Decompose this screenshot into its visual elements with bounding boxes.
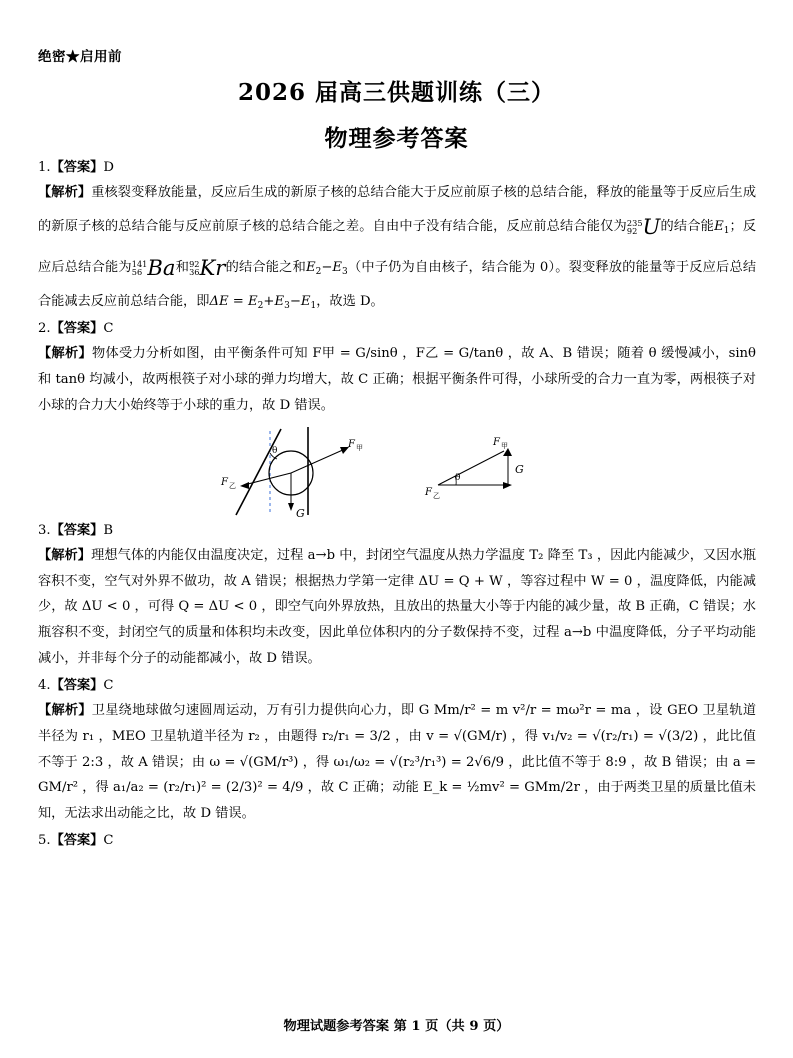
force-diagram-svg	[38, 423, 756, 519]
explanation-4	[38, 698, 756, 827]
explanation-text-1g: ，故选 D。	[316, 293, 384, 309]
svg-text:G: G	[515, 462, 524, 476]
svg-text:G: G	[296, 506, 305, 519]
answer-line-1	[38, 158, 756, 178]
answer-label-4: 【答案】	[50, 677, 104, 693]
page-footer: 物理试题参考答案 第 1 页（共 9 页）	[283, 1019, 510, 1034]
question-number-3: 3.	[38, 522, 51, 538]
answer-value-1: D	[103, 160, 114, 175]
page-title-sub: 物理参考答案	[324, 125, 469, 152]
question-number-1: 1.	[38, 160, 51, 175]
question-number-4: 4.	[38, 677, 51, 693]
secret-label: 绝密★启用前	[38, 49, 122, 65]
answer-value-3: B	[103, 522, 114, 538]
svg-text:F: F	[221, 476, 228, 488]
force-analysis-figure	[38, 423, 756, 519]
answer-label-2: 【答案】	[50, 320, 104, 336]
question-number-2: 2.	[38, 320, 51, 336]
nuclide-ba141: 141 56	[131, 258, 148, 277]
svg-text:甲: 甲	[501, 441, 508, 450]
answer-line-2	[38, 319, 756, 339]
explanation-1: 【解析】重核裂变释放能量，反应后生成的新原子核的总结合能大于反应前原子核的总结合能，释放的能量等于反应后生成的新原子核的总结合能与反应前原子核的总结合能之差。自由中子没有结合能，反应前总结合能仅为 235 92 U的结合能$E_1$；反应后总结合能为 141 56 Ba和 92 36 Kr的结合能之和$E_2-E_3$（中子仍为自由核子，结合能为 0）。裂变释放的能量等于反应后总结合能减去反应前总结合能，即$\Delta E = E_2+E_3-E_1$，故选 D。	[38, 185, 757, 311]
explanation-text-4: 卫星绕地球做匀速圆周运动，万有引力提供向心力，即 G Mm/r² = m v²/r = mω²r = ma ，设 GEO 卫星轨道半径为 r₁ ，MEO 卫星轨道半径为 r₂ ，由题得 r₂/r₁ = 3/2 ，由 v = √(GM/r) ，得 v₁/v₂ = √(r₂/r₁) = √(3/2) ，此比值不等于 2:3 ，故 A 错误；由 ω = √(GM/r³) ，得 ω₁/ω₂ = √(r₂³/r₁³) = 2√6/9 ，此比值不等于 8:9 ，故 B 错误；由 a = GM/r² ，得 a₁/a₂ = (r₂/r₁)² = (2/3)² = 4/9 ，故 C 正确；动能 E_k = ½mv² = GMm/2r ，由于两类卫星的质量比值未知，无法求出动能之比，故 D 错误。	[38, 703, 757, 822]
svg-text:θ: θ	[455, 472, 461, 483]
nuclide-kr92: 92 36	[189, 258, 200, 277]
explanation-text-2: 物体受力分析如图，由平衡条件可知 F甲 = G/sinθ ，F乙 = G/tanθ ，故 A、B 错误；随着 θ 缓慢减小，sinθ 和 tanθ 均减小，故两根筷子对小球的弹力均增大，故 C 正确；根据平衡条件可得，小球所受的合力一直为零，两根筷子对小球的合力大小始终等于小球的重力，故 D 错误。	[38, 346, 756, 413]
explanation-text-1b: 的结合能	[660, 219, 715, 235]
answer-value-2: C	[103, 320, 114, 336]
explanation-3	[38, 543, 756, 672]
explanation-text-1d: 和	[175, 260, 190, 276]
answer-value-4: C	[103, 677, 114, 693]
answer-label-5: 【答案】	[50, 832, 104, 848]
explanation-text-1e: 的结合能之和	[225, 260, 306, 276]
answer-label-1: 【答案】	[50, 160, 104, 175]
explanation-2	[38, 341, 756, 418]
answer-value-5: C	[103, 832, 114, 848]
explanation-label-4: 【解析】	[38, 703, 92, 719]
answer-line-5	[38, 831, 756, 851]
explanation-text-1f: （中子仍为自由核子，结合能为 0）。裂变释放的能量等于反应后总结合能减去反应前总结合能，即	[38, 260, 757, 309]
svg-text:F: F	[425, 486, 432, 498]
svg-text:甲: 甲	[356, 443, 363, 452]
svg-text:乙: 乙	[229, 481, 236, 490]
nuclide-u235: 235 92	[626, 217, 643, 236]
explanation-text-1c: ；反应后总结合能为	[38, 219, 757, 276]
explanation-text-3: 理想气体的内能仅由温度决定，过程 a→b 中，封闭空气温度从热力学温度 T₂ 降至 T₃ ，因此内能减少，又因水瓶容积不变，空气对外界不做功，故 A 错误；根据热力学第一定律 ΔU = Q + W ，等容过程中 W = 0 ，温度降低，内能减少，故 ΔU < 0 ，可得 Q = ΔU < 0 ，即空气向外界放热，且放出的热量大小等于内能的减少量，故 B 正确，C 错误；水瓶容积不变，封闭空气的质量和体积均未改变，因此单位体积内的分子数保持不变，过程 a→b 中温度降低，分子平均动能减小，并非每个分子的动能都减小，故 D 错误。	[38, 548, 756, 666]
answers-container	[38, 158, 756, 853]
question-number-5: 5.	[38, 832, 51, 848]
answer-line-4	[38, 676, 756, 696]
explanation-label-2: 【解析】	[38, 346, 92, 362]
svg-text:F: F	[348, 438, 355, 450]
answer-line-3	[38, 521, 756, 541]
answer-label-3: 【答案】	[50, 522, 104, 538]
explanation-label-1: 【解析】	[38, 185, 92, 201]
explanation-text-1a: 重核裂变释放能量，反应后生成的新原子核的总结合能大于反应前原子核的总结合能，释放的能量等于反应后生成的新原子核的总结合能与反应前原子核的总结合能之差。自由中子没有结合能，反应前总结合能仅为	[38, 185, 757, 235]
svg-text:F: F	[493, 436, 500, 448]
explanation-label-3: 【解析】	[38, 548, 92, 564]
svg-text:θ: θ	[272, 445, 278, 456]
page-title-main: 2026 届高三供题训练（三）	[237, 79, 556, 106]
svg-text:乙: 乙	[433, 491, 440, 500]
